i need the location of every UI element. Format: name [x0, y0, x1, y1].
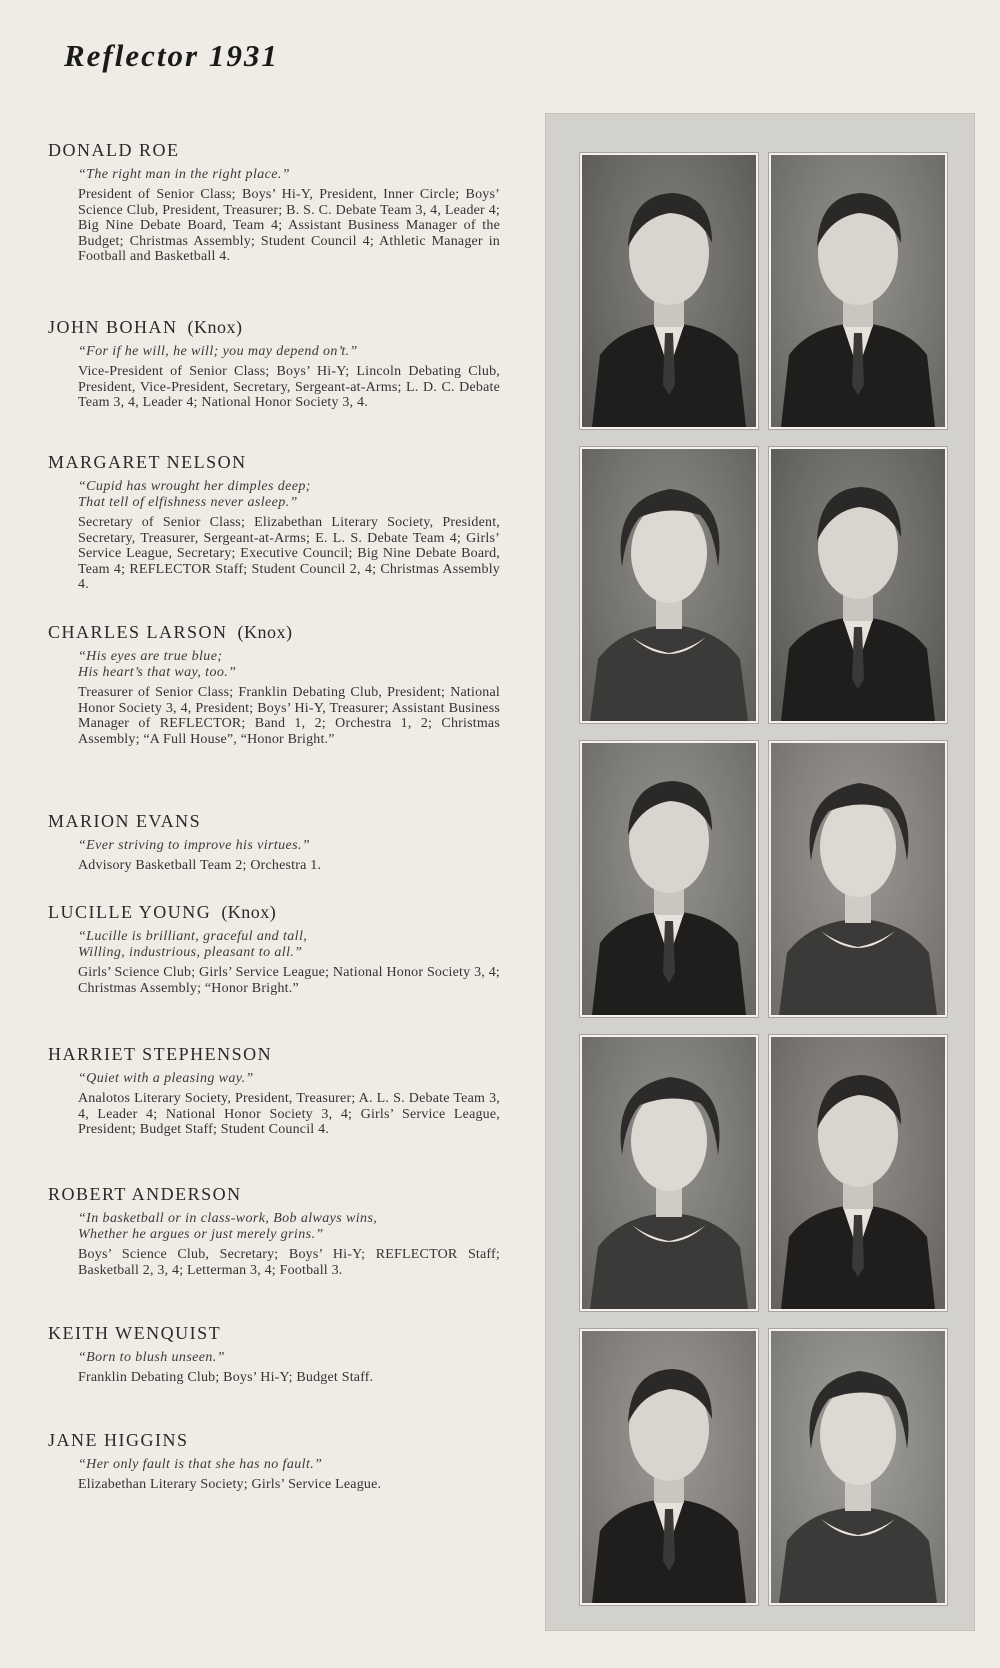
senior-name	[48, 1184, 500, 1205]
portrait-photo	[769, 741, 947, 1017]
name-text: ROBERT ANDERSON	[48, 1184, 242, 1204]
senior-name	[48, 1430, 500, 1451]
senior-name	[48, 811, 500, 832]
senior-entry-jane-higgins	[48, 1430, 500, 1493]
senior-entry-robert-anderson	[48, 1184, 500, 1278]
senior-name	[48, 1323, 500, 1344]
senior-quote: “Born to blush unseen.”	[78, 1350, 225, 1365]
portrait-silhouette-icon	[582, 449, 756, 721]
activity-record: Franklin Debating Club; Boys’ Hi-Y; Budget Staff.	[78, 1370, 374, 1385]
senior-name	[48, 902, 500, 923]
activity-record: Secretary of Senior Class; Elizabethan Literary Society, President, Secretary, Treasurer, Sergeant-at-Arms; E. L. S. Debate Team 4; Girls’ Service League, Secretary; Executive Council; Big Nine Debate Board, Team 4; REFLECTOR Staff; Student Council 2, 4; Christmas Assembly 4.	[78, 515, 500, 593]
portrait-silhouette-icon	[582, 155, 756, 427]
senior-quote: “Her only fault is that she has no fault.”	[78, 1457, 323, 1472]
portrait-photo	[769, 1329, 947, 1605]
portrait-silhouette-icon	[582, 743, 756, 1015]
school-note: (Knox)	[187, 317, 243, 337]
portrait-silhouette-icon	[771, 155, 945, 427]
senior-name	[48, 317, 500, 338]
portrait-silhouette-icon	[771, 743, 945, 1015]
senior-quote: “Cupid has wrought her dimples deep; That tell of elfishness never asleep.”	[78, 479, 311, 510]
senior-quote: “His eyes are true blue; His heart’s that way, too.”	[78, 649, 237, 680]
senior-entry-lucille-young	[48, 902, 500, 996]
portrait-photo	[580, 153, 758, 429]
senior-quote: “Lucille is brilliant, graceful and tall, Willing, industrious, pleasant to all.”	[78, 929, 308, 960]
activity-record: Elizabethan Literary Society; Girls’ Service League.	[78, 1477, 382, 1492]
portrait-photo	[580, 447, 758, 723]
portrait-silhouette-icon	[771, 1331, 945, 1603]
name-text: LUCILLE YOUNG	[48, 902, 212, 922]
name-text: JOHN BOHAN	[48, 317, 178, 337]
portrait-panel	[545, 113, 975, 1631]
senior-entry-keith-wenquist	[48, 1323, 500, 1386]
activity-record: Treasurer of Senior Class; Franklin Debating Club, President; National Honor Society 3, 4, President; Boys’ Hi-Y, Treasurer; Assistant Business Manager of REFLECTOR; Band 1, 2; Orchestra 1, 2; Christmas Assembly; “A Full House”, “Honor Bright.”	[78, 685, 500, 747]
portrait-silhouette-icon	[582, 1037, 756, 1309]
senior-name	[48, 1044, 500, 1065]
senior-quote: “Quiet with a pleasing way.”	[78, 1071, 254, 1086]
portrait-photo	[580, 741, 758, 1017]
school-note: (Knox)	[221, 902, 277, 922]
name-text: MARION EVANS	[48, 811, 202, 831]
portrait-photo	[580, 1035, 758, 1311]
name-text: DONALD ROE	[48, 140, 180, 160]
portrait-silhouette-icon	[582, 1331, 756, 1603]
activity-record: Advisory Basketball Team 2; Orchestra 1.	[78, 858, 322, 873]
senior-entry-marion-evans	[48, 811, 500, 874]
senior-name	[48, 452, 500, 473]
senior-entry-john-bohan	[48, 317, 500, 411]
senior-quote: “The right man in the right place.”	[78, 167, 290, 182]
senior-entry-donald-roe	[48, 140, 500, 265]
school-note: (Knox)	[237, 622, 293, 642]
activity-record: Vice-President of Senior Class; Boys’ Hi-Y; Lincoln Debating Club, President, Vice-President, Secretary, Sergeant-at-Arms; L. D. C. Debate Team 3, 4, Leader 4; National Honor Society 3, 4.	[78, 364, 500, 411]
name-text: CHARLES LARSON	[48, 622, 228, 642]
activity-record: Girls’ Science Club; Girls’ Service League; National Honor Society 3, 4; Christmas Assembly; “Honor Bright.”	[78, 965, 500, 996]
name-text: MARGARET NELSON	[48, 452, 247, 472]
senior-entry-harriet-stephenson	[48, 1044, 500, 1138]
activity-record: Boys’ Science Club, Secretary; Boys’ Hi-Y; REFLECTOR Staff; Basketball 2, 3, 4; Letterman 3, 4; Football 3.	[78, 1247, 500, 1278]
portrait-photo	[580, 1329, 758, 1605]
activity-record: President of Senior Class; Boys’ Hi-Y, President, Inner Circle; Boys’ Science Club, President, Treasurer; B. S. C. Debate Team 3, 4, Leader 4; Big Nine Debate Board, Team 4; Assistant Business Manager of the Budget; Christmas Assembly; Student Council 4; Athletic Manager in Football and Basketball 4.	[78, 187, 500, 265]
senior-entry-charles-larson	[48, 622, 500, 747]
senior-quote: “Ever striving to improve his virtues.”	[78, 838, 311, 853]
portrait-silhouette-icon	[771, 1037, 945, 1309]
page-title: Reflector 1931	[64, 38, 279, 73]
name-text: JANE HIGGINS	[48, 1430, 189, 1450]
name-text: KEITH WENQUIST	[48, 1323, 222, 1343]
senior-name	[48, 140, 500, 161]
portrait-photo	[769, 447, 947, 723]
senior-name	[48, 622, 500, 643]
name-text: HARRIET STEPHENSON	[48, 1044, 273, 1064]
senior-quote: “In basketball or in class-work, Bob always wins, Whether he argues or just merely grins.”	[78, 1211, 378, 1242]
portrait-photo	[769, 1035, 947, 1311]
portrait-photo	[769, 153, 947, 429]
senior-entry-margaret-nelson	[48, 452, 500, 593]
senior-quote: “For if he will, he will; you may depend on’t.”	[78, 344, 358, 359]
activity-record: Analotos Literary Society, President, Treasurer; A. L. S. Debate Team 3, 4, Leader 4; National Honor Society 3, 4; Girls’ Service League, President; Budget Staff; Student Council 4.	[78, 1091, 500, 1138]
portrait-silhouette-icon	[771, 449, 945, 721]
